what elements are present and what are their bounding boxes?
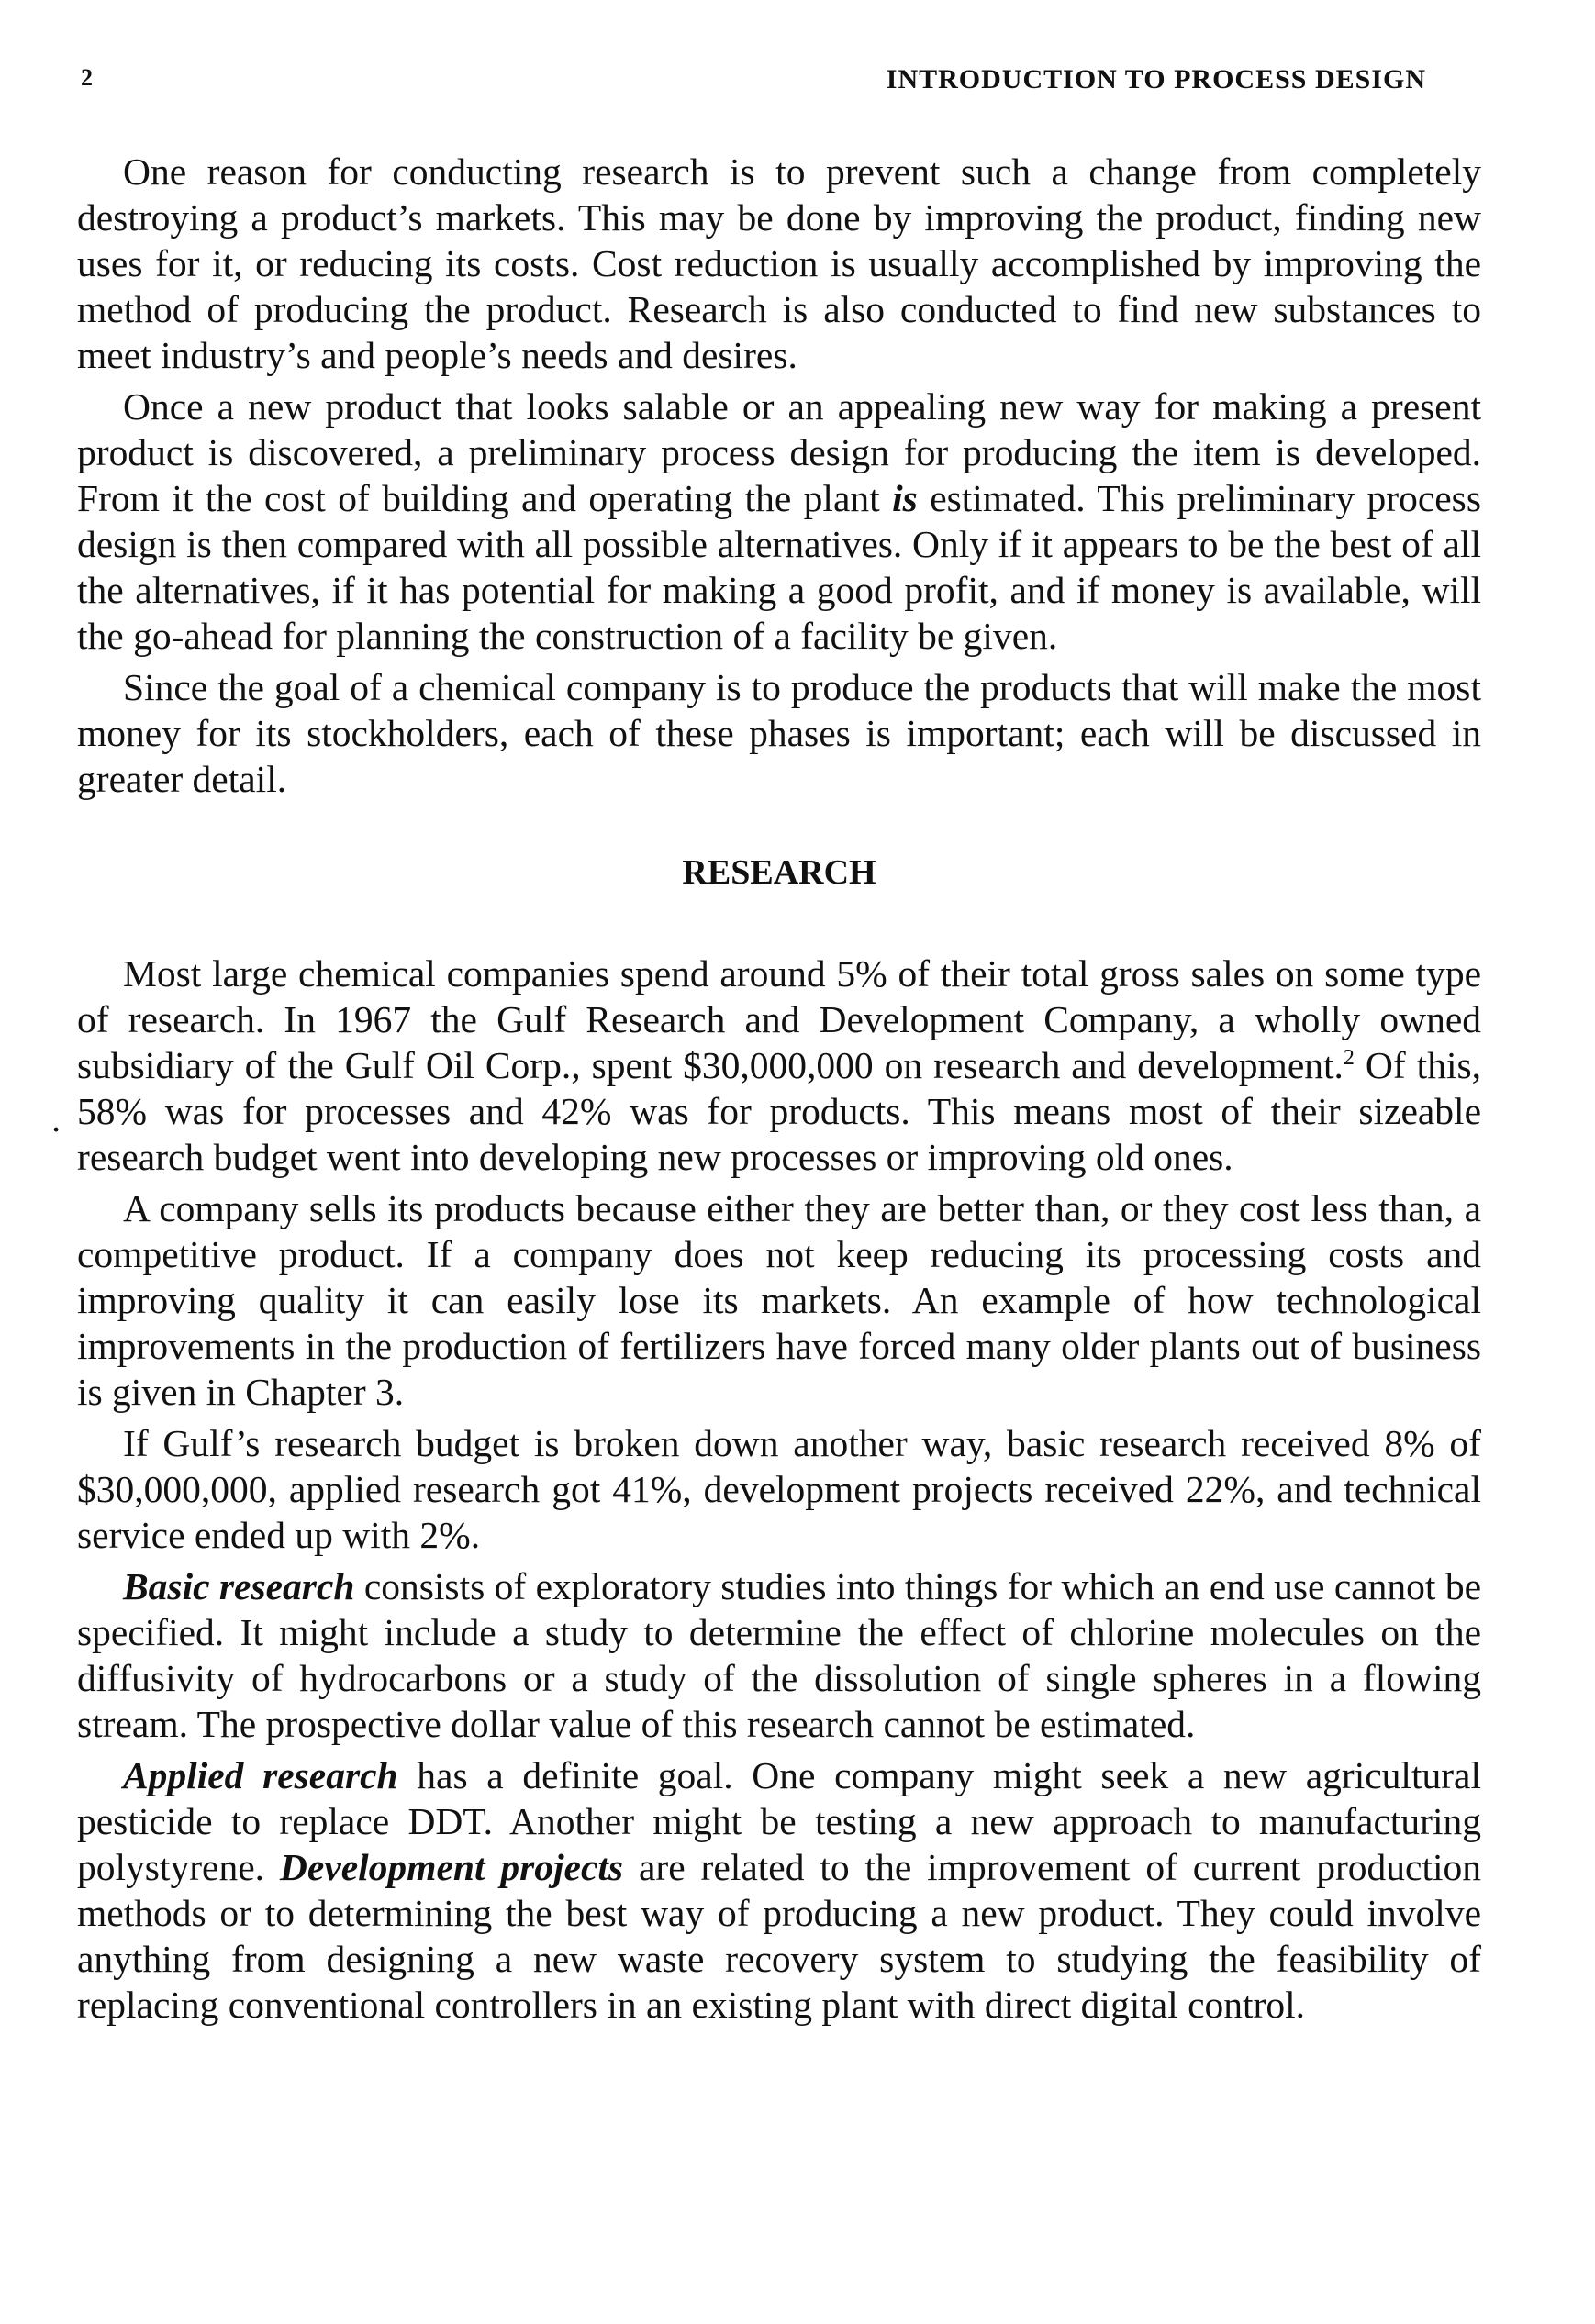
- research-paragraph-3: If Gulf’s research budget is broken down another way, basic research received 8% of $30,000,000, applied research got 41%, development projects received 22%, and technical service ended up with 2%.: [77, 1422, 1481, 1556]
- intro-paragraph-3: Since the goal of a chemical company is to produce the products that will make the most money for its stockholders, each of these phases is important; each will be discussed in greater detail.: [77, 666, 1481, 800]
- page-number: 2: [81, 64, 93, 91]
- research-paragraph-1-text-b: Of this, 58% was for processes and 42% was for products. This means most of their sizeable research budget went into developing new processes or improving old ones.: [77, 1044, 1481, 1178]
- research-paragraph-5: [77, 1752, 1481, 2028]
- research-paragraph-4: [77, 1563, 1481, 1747]
- research-paragraph-5-text-b: are related to the improvement of current production methods or to determining the best way of producing a new product. They could involve anything from designing a new waste recovery system to studying the feasibility of replacing conventional controllers in an existing plant with direct digital control.: [77, 1846, 1482, 2026]
- research-paragraph-2: A company sells its products because either they are better than, or they cost less than, a competitive product. If a company does not keep reducing its processing costs and improving quality it can easily lose its markets. An example of how technological improvements in the production of fertilizers have forced many older plants out of business is given in Chapter 3.: [77, 1187, 1481, 1413]
- running-title: INTRODUCTION TO PROCESS DESIGN: [886, 64, 1426, 95]
- stray-mark: .: [51, 1097, 61, 1140]
- research-paragraph-1: [77, 951, 1481, 1180]
- intro-paragraph-2-emphasis: is: [892, 477, 918, 519]
- research-paragraph-5-text-a: has a definite goal. One company might seek a new agricultural pesticide to replace DDT. Another might be testing a new approach to manufacturing polystyrene.: [77, 1754, 1481, 1888]
- term-basic-research: Basic research: [123, 1565, 355, 1607]
- intro-paragraph-1: One reason for conducting research is to prevent such a change from completely destroying a product’s markets. This may be done by improving the product, finding new uses for it, or reducing its costs. Cost reduction is usually accomplished by improving the method of producing the product. Research is also conducted to find new substances to meet industry’s and people’s needs and desires.: [77, 150, 1481, 376]
- intro-paragraph-2-text-a: Once a new product that looks salable or an appealing new way for making a present product is discovered, a preliminary process design for producing the item is developed. From it the cost of building and operating the plant: [77, 385, 1481, 519]
- term-development-projects: Development projects: [279, 1846, 624, 1888]
- section-heading-research: RESEARCH: [682, 853, 876, 892]
- intro-paragraph-2: [77, 384, 1481, 659]
- term-applied-research: Applied research: [123, 1754, 398, 1796]
- research-paragraph-1-text-a: Most large chemical companies spend around 5% of their total gross sales on some type of research. In 1967 the Gulf Research and Development Company, a wholly owned subsidiary of the Gulf Oil Corp., spent $30,000,000 on research and development.: [77, 952, 1481, 1086]
- research-paragraph-4-text: consists of exploratory studies into things for which an end use cannot be specified. It might include a study to determine the effect of chlorine molecules on the diffusivity of hydrocarbons or a study of the dissolution of single spheres in a flowing stream. The prospective dollar value of this research cannot be estimated.: [77, 1565, 1481, 1745]
- footnote-marker: 2: [1343, 1046, 1355, 1071]
- page-body: [77, 149, 1481, 2033]
- intro-paragraph-2-text-b: estimated. This preliminary process design is then compared with all possible alternatives. Only if it appears to be the best of all the alternatives, if it has potential for making a good profit, and if money is available, will the go-ahead for planning the construction of a facility be given.: [77, 477, 1481, 657]
